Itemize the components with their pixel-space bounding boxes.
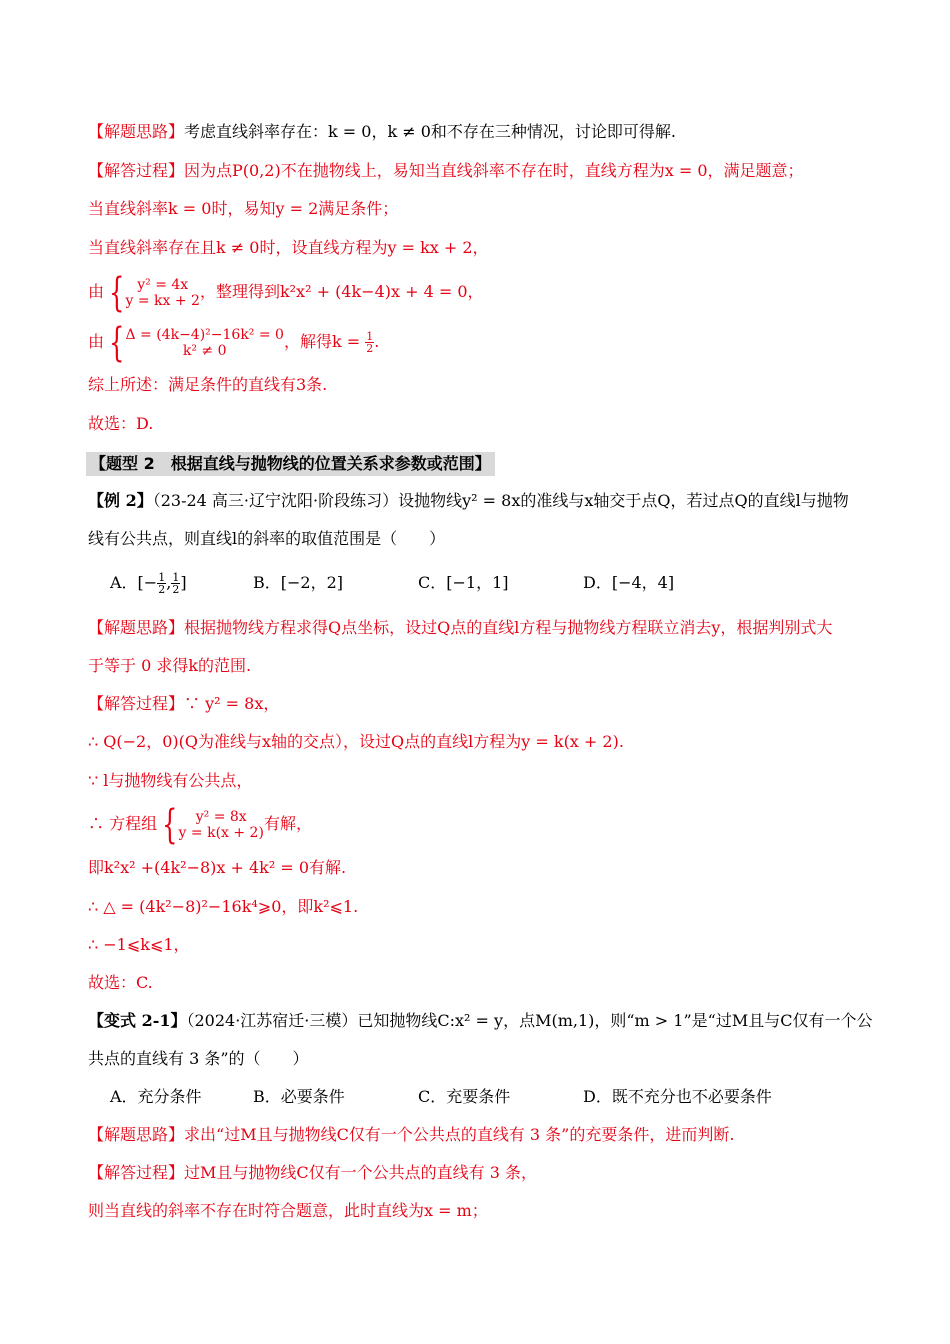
- option-a: A．[− $\frac{1}{2}$ , $\frac{1}{2}$ ]: [110, 571, 187, 596]
- example-2-process-line: 【解答过程】∵ y² = 8x，: [88, 694, 280, 713]
- solution-summary: 综上所述：满足条件的直线有3条.: [88, 375, 328, 394]
- solution-step-6: 由 { Δ = (4k−4)²−16k² = 0 k² ≠ 0 ，解得k = $\frac{1}{2}$ .: [88, 319, 380, 366]
- option-b: B．必要条件: [253, 1087, 345, 1106]
- variant-2-1-question-line-1: 【变式 2-1】（2024·江苏宿迁·三模）已知抛物线C:x² = y，点M(m,1)，则“m > 1”是“过M且与C仅有一个公: [88, 1011, 873, 1030]
- variant-idea-line: 【解题思路】求出“过M且与抛物线C仅有一个公共点的直线有 3 条”的充要条件，进而判断.: [88, 1125, 735, 1144]
- fraction: $\frac{1}{2}$: [158, 571, 166, 596]
- example-2-step-2: ∴ Q(−2，0)(Q为准线与x轴的交点），设过Q点的直线l方程为y = k(x + 2).: [88, 732, 624, 751]
- equation-system: y² = 4x y = kx + 2: [125, 276, 200, 309]
- section-heading: 【题型 2 根据直线与抛物线的位置关系求参数或范围】: [86, 452, 495, 476]
- solution-idea-line: [88, 121, 676, 143]
- left-brace-icon: {: [109, 319, 125, 366]
- option-b: B．[−2，2]: [253, 573, 344, 592]
- example-2-step-6: ∴ △ = (4k²−8)²−16k⁴⩾0，即k²⩽1.: [88, 897, 359, 916]
- example-2-idea-line-2: 于等于 0 求得k的范围.: [88, 656, 252, 675]
- variant-process-line: 【解答过程】过M且与抛物线C仅有一个公共点的直线有 3 条，: [88, 1163, 537, 1182]
- variant-2-1-question-line-2: 共点的直线有 3 条”的（ ）: [88, 1049, 309, 1068]
- idea-tag: 【解题思路】: [88, 618, 185, 637]
- left-brace-icon: {: [162, 801, 178, 848]
- example-2-answer: 故选：C.: [88, 973, 153, 992]
- example-2-question-line-2: 线有公共点，则直线l的斜率的取值范围是（ ）: [88, 529, 446, 548]
- example-2-step-4: ∴ 方程组 { y² = 8x y = k(x + 2) 有解，: [88, 801, 312, 848]
- solution-process-line: [88, 160, 804, 182]
- left-brace-icon: {: [109, 269, 125, 316]
- process-tag: 【解答过程】: [88, 694, 185, 713]
- example-label: 【例 2】: [88, 491, 153, 510]
- option-d: D．[−4，4]: [583, 573, 675, 592]
- equation-system: y² = 8x y = k(x + 2): [178, 808, 264, 841]
- solution-step-4: 当直线斜率存在且k ≠ 0时，设直线方程为y = kx + 2，: [88, 238, 489, 257]
- process-text: 因为点P(0,2)不在抛物线上，易知当直线斜率不存在时，直线方程为x = 0，满足题意；: [184, 161, 804, 180]
- variant-step-2: 则当直线的斜率不存在时符合题意，此时直线为x = m；: [88, 1201, 488, 1220]
- fraction: $\frac{1}{2}$: [172, 571, 180, 596]
- variant-label: 【变式 2-1】: [88, 1011, 187, 1030]
- process-tag: 【解答过程】: [88, 1163, 185, 1182]
- option-d: D．既不充分也不必要条件: [583, 1087, 772, 1106]
- idea-text: 考虑直线斜率存在：k = 0，k ≠ 0和不存在三种情况，讨论即可得解.: [184, 122, 677, 141]
- example-2-idea-line-1: 【解题思路】根据抛物线方程求得Q点坐标，设过Q点的直线l方程与抛物线方程联立消去y，根据判别式大: [88, 618, 833, 637]
- solution-step-3: 当直线斜率k = 0时，易知y = 2满足条件；: [88, 199, 399, 218]
- process-tag: 【解答过程】: [88, 161, 185, 180]
- example-2-step-7: ∴ −1⩽k⩽1，: [88, 935, 190, 954]
- option-c: C．充要条件: [418, 1087, 511, 1106]
- idea-tag: 【解题思路】: [88, 122, 185, 141]
- example-2-step-5: 即k²x² +(4k²−8)x + 4k² = 0有解.: [88, 858, 347, 877]
- example-2-question-line-1: 【例 2】（23-24 高三·辽宁沈阳·阶段练习）设抛物线y² = 8x的准线与x轴交于点Q，若过点Q的直线l与抛物: [88, 491, 849, 510]
- solution-answer: 故选：D.: [88, 414, 154, 433]
- equation-system: Δ = (4k−4)²−16k² = 0 k² ≠ 0: [125, 326, 284, 359]
- solution-step-5: 由 { y² = 4x y = kx + 2 ，整理得到k²x² + (4k−4)x + 4 = 0，: [88, 269, 484, 316]
- option-c: C．[−1，1]: [418, 573, 509, 592]
- example-2-step-3: ∵ l与抛物线有公共点，: [88, 771, 253, 790]
- fraction: $\frac{1}{2}$: [366, 330, 374, 355]
- idea-tag: 【解题思路】: [88, 1125, 185, 1144]
- option-a: A．充分条件: [110, 1087, 202, 1106]
